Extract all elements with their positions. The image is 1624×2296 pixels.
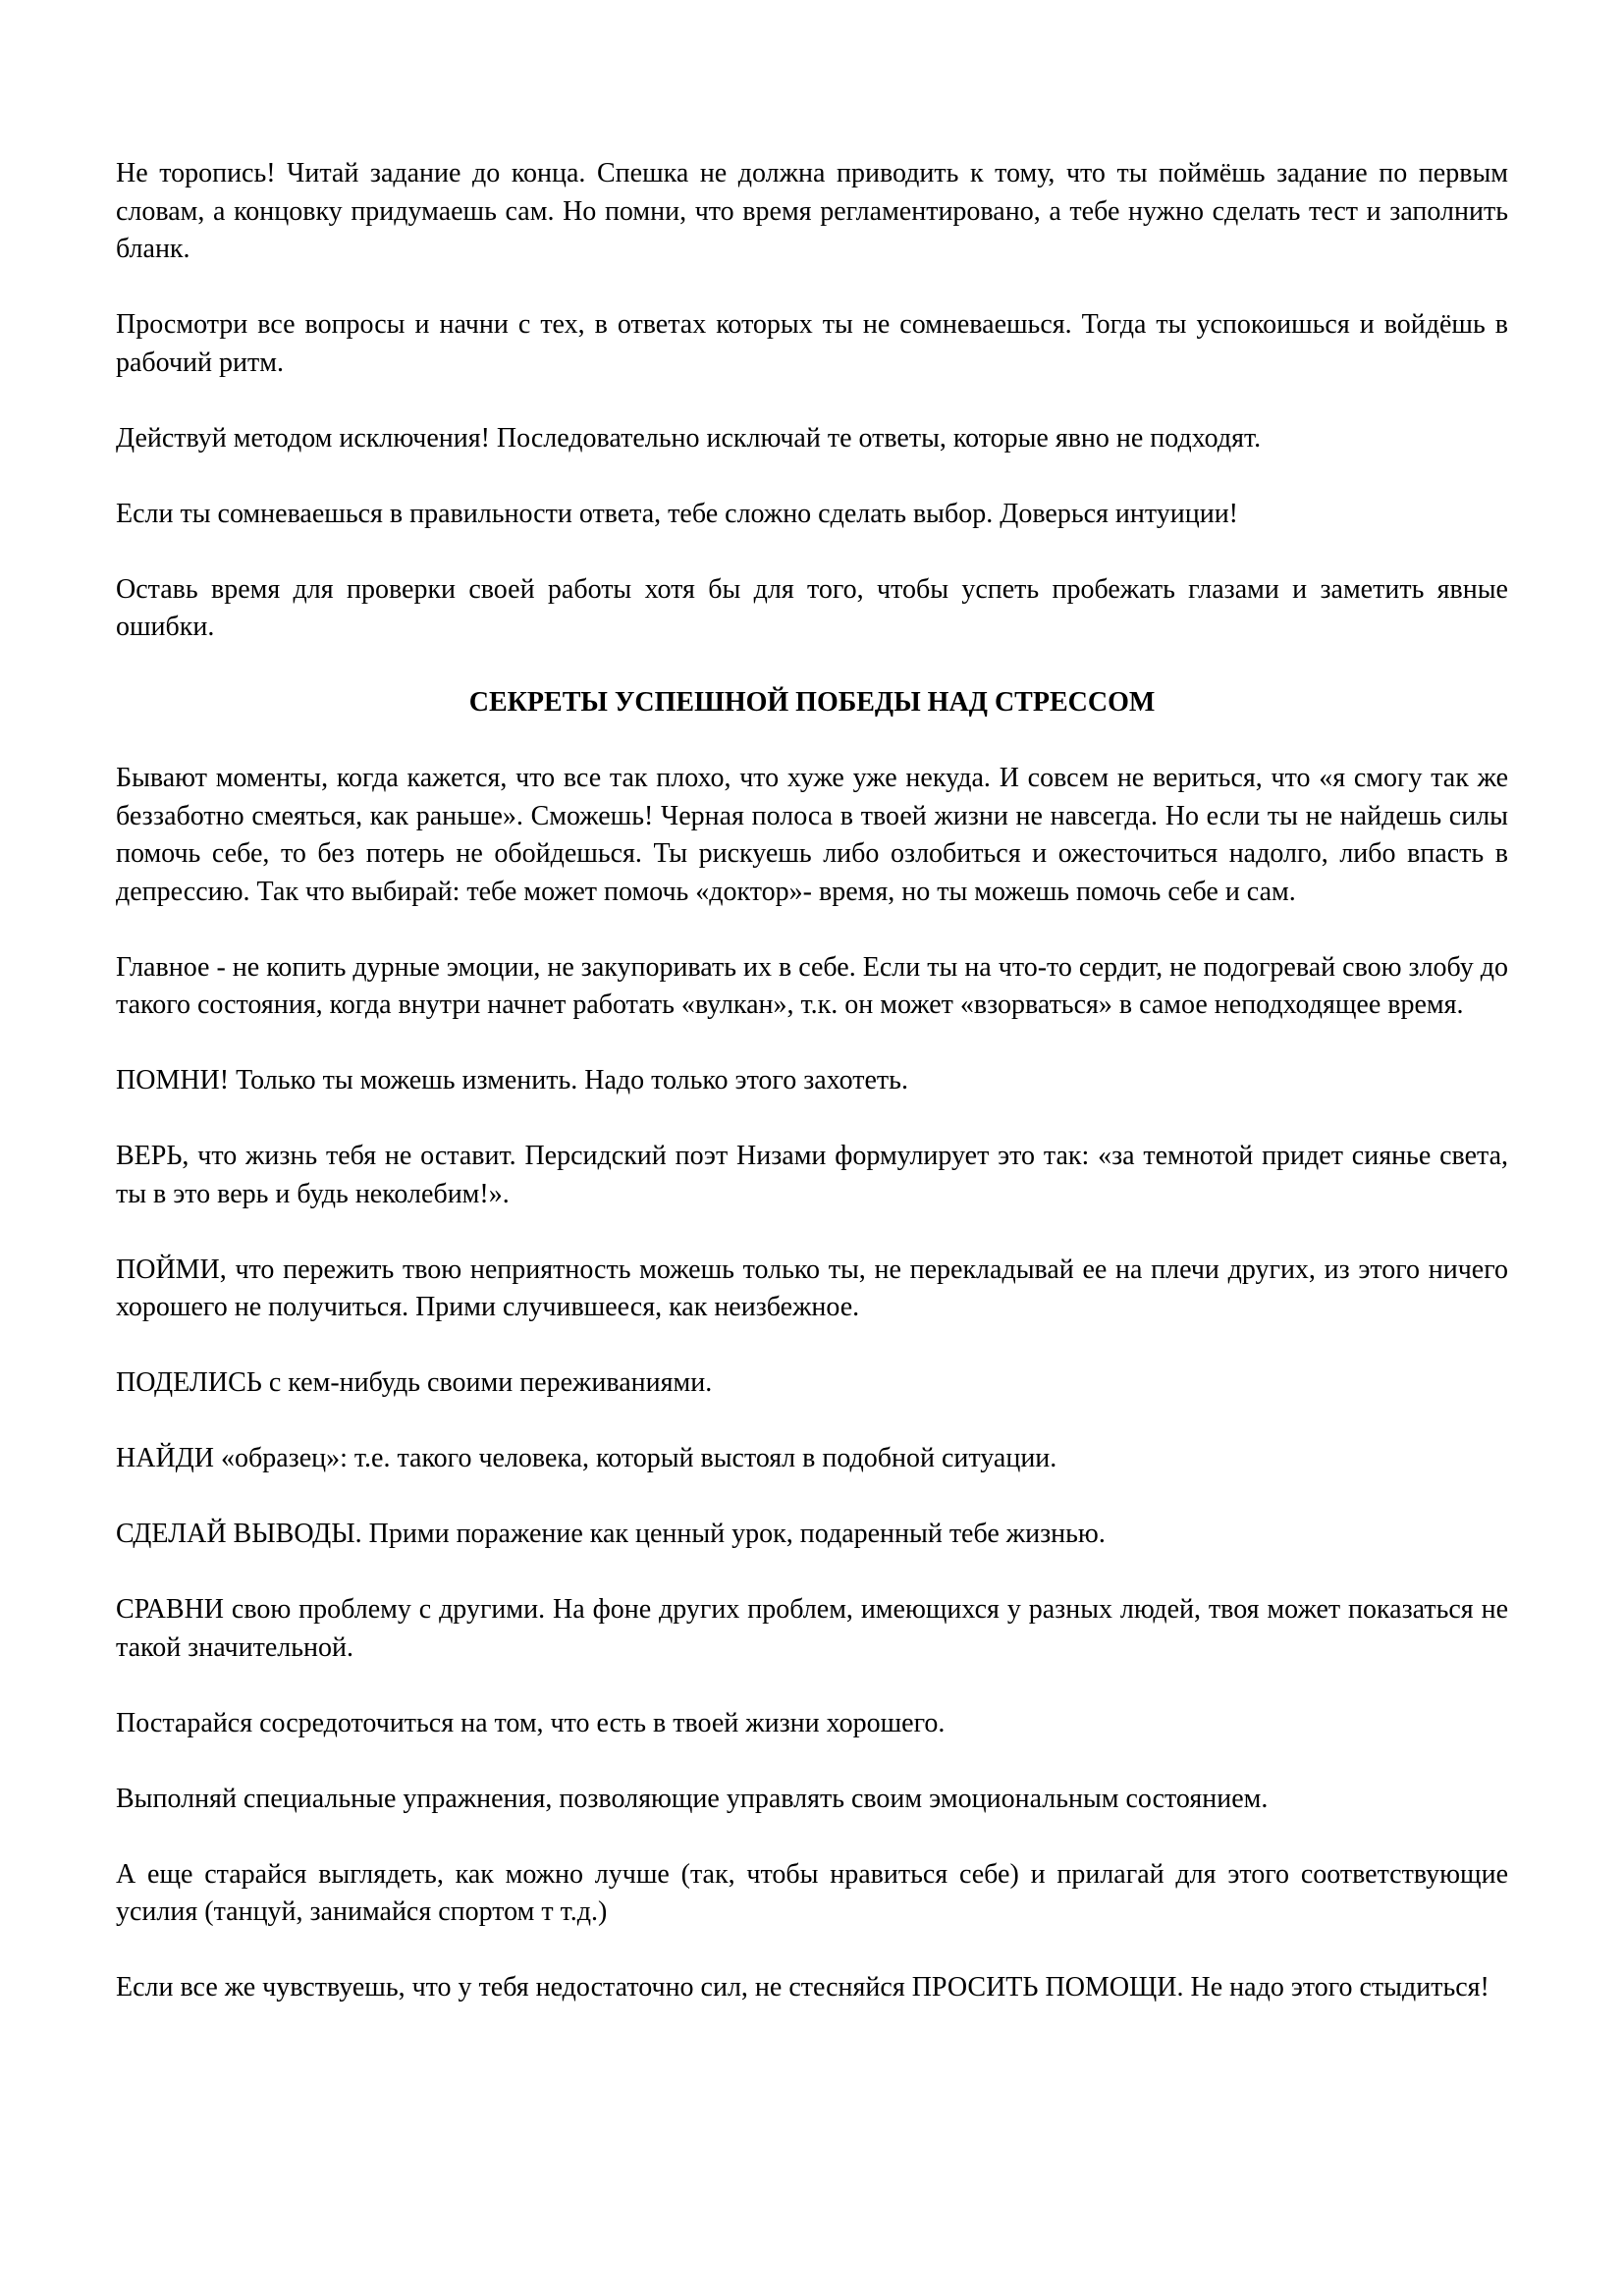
paragraph-dont-bottle-emotions: Главное - не копить дурные эмоции, не закупоривать их в себе. Если ты на что-то сердит, не подогревай свою злобу до такого состояния, когда внутри начнет работать «вулкан», т.к. он может «взорваться» в самое неподходящее время. xyxy=(116,951,1508,1020)
paragraph-understand: ПОЙМИ, что пережить твою неприятность можешь только ты, не перекладывай ее на плечи других, из этого ничего хорошего не получиться. Прими случившееся, как неизбежное. xyxy=(116,1254,1508,1322)
paragraph-exercises: Выполняй специальные упражнения, позволяющие управлять своим эмоциональным состоянием. xyxy=(116,1783,1269,1814)
paragraph-elimination-method: Действуй методом исключения! Последовательно исключай те ответы, которые явно не подходят. xyxy=(116,422,1262,454)
paragraph-compare: СРАВНИ свою проблему с другими. На фоне других проблем, имеющихся у разных людей, твоя может показаться не такой значительной. xyxy=(116,1594,1508,1663)
paragraph-hard-moments: Бывают моменты, когда кажется, что все так плохо, что хуже уже некуда. И совсем не вериться, что «я смогу так же беззаботно смеяться, как раньше». Сможешь! Черная полоса в твоей жизни не навсегда. Но если ты не найдешь силы помочь себе, то без потерь не обойдешься. Ты рискуешь либо озлобиться и ожесточиться надолго, либо впасть в депрессию. Так что выбирай: тебе может помочь «доктор»- время, но ты можешь помочь себе и сам. xyxy=(116,763,1508,907)
paragraph-find-example: НАЙДИ «образец»: т.е. такого человека, который выстоял в подобной ситуации. xyxy=(116,1443,1057,1473)
paragraph-draw-conclusions: СДЕЛАЙ ВЫВОДЫ. Прими поражение как ценный урок, подаренный тебе жизнью. xyxy=(116,1519,1106,1549)
document-page xyxy=(116,155,1508,2007)
paragraph-dont-rush: Не торопись! Читай задание до конца. Спешка не должна приводить к тому, что ты поймёшь задание по первым словам, а концовку придумаешь сам. Но помни, что время регламентировано, а тебе нужно сделать тест и заполнить бланк. xyxy=(116,158,1508,264)
paragraph-leave-time-to-check: Оставь время для проверки своей работы хотя бы для того, чтобы успеть пробежать глазами и заметить явные ошибки. xyxy=(116,573,1508,642)
paragraph-share: ПОДЕЛИСЬ с кем-нибудь своими переживаниями. xyxy=(116,1367,713,1398)
paragraph-focus-on-good: Постарайся сосредоточиться на том, что есть в твоей жизни хорошего. xyxy=(116,1707,946,1738)
section-heading: СЕКРЕТЫ УСПЕШНОЙ ПОБЕДЫ НАД СТРЕССОМ xyxy=(468,687,1156,718)
paragraph-review-questions: Просмотри все вопросы и начни с тех, в ответах которых ты не сомневаешься. Тогда ты успокоишься и войдёшь в рабочий ритм. xyxy=(116,309,1508,378)
paragraph-ask-for-help: Если все же чувствуешь, что у тебя недостаточно сил, не стесняйся ПРОСИТЬ ПОМОЩИ. Не надо этого стыдиться! xyxy=(116,1972,1489,2002)
paragraph-trust-intuition: Если ты сомневаешься в правильности ответа, тебе сложно сделать выбор. Доверься интуиции! xyxy=(116,498,1238,529)
paragraph-look-good: А еще старайся выглядеть, как можно лучше (так, чтобы нравиться себе) и прилагай для этого соответствующие усилия (танцуй, занимайся спортом т т.д.) xyxy=(116,1858,1508,1927)
paragraph-believe: ВЕРЬ, что жизнь тебя не оставит. Персидский поэт Низами формулирует это так: «за темнотой придет сиянье света, ты в это верь и будь неколебим!». xyxy=(116,1141,1508,1209)
paragraph-remember: ПОМНИ! Только ты можешь изменить. Надо только этого захотеть. xyxy=(116,1065,908,1095)
